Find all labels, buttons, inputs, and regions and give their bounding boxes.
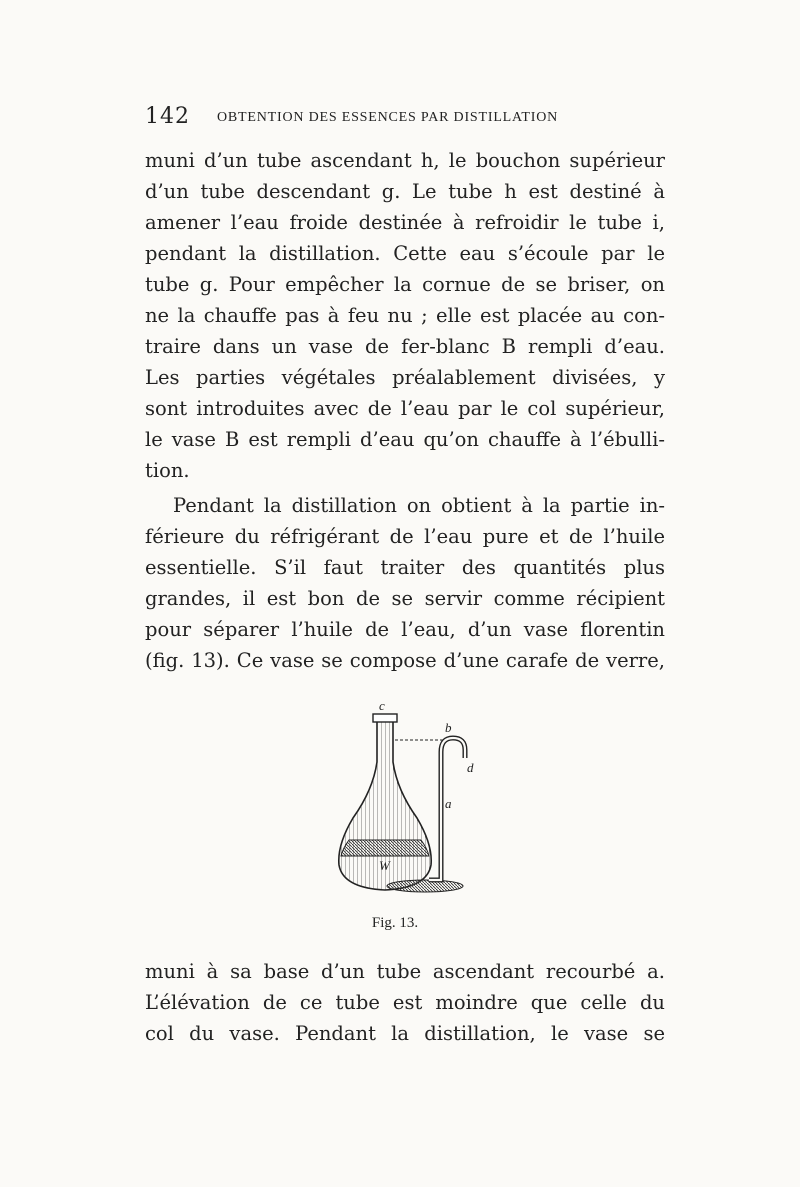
- text-line: amener l’eau froide destinée à refroidir le tube i,: [145, 211, 665, 234]
- figure-caption: Fig. 13.: [371, 915, 419, 931]
- text-line: le vase B est rempli d’eau qu’on chauffe à l’ébulli-: [145, 428, 665, 451]
- text-line: muni d’un tube ascendant h, le bouchon supérieur: [145, 149, 665, 172]
- text-line: grandes, il est bon de se servir comme récipient: [145, 587, 665, 610]
- text-line: (fig. 13). Ce vase se compose d’une carafe de verre,: [145, 649, 665, 672]
- text-line: essentielle. S’il faut traiter des quantités plus: [145, 556, 665, 579]
- text-line: L’élévation de ce tube est moindre que celle du: [145, 991, 665, 1014]
- page-header: [145, 104, 665, 134]
- text-line: sont introduites avec de l’eau par le col supérieur,: [145, 397, 665, 420]
- text-line: d’un tube descendant g. Le tube h est destiné à: [145, 180, 665, 203]
- label-a: a: [445, 796, 452, 811]
- text-line: pendant la distillation. Cette eau s’écoule par le: [145, 242, 665, 265]
- page-number: 142: [145, 104, 190, 129]
- text-line: traire dans un vase de fer-blanc B rempli d’eau.: [145, 335, 665, 358]
- label-w: W: [379, 858, 390, 873]
- label-d: d: [467, 760, 474, 775]
- florentine-vase-illustration: [325, 700, 505, 900]
- text-line: col du vase. Pendant la distillation, le vase se: [145, 1022, 665, 1045]
- text-line: pour séparer l’huile de l’eau, d’un vase florentin: [145, 618, 665, 641]
- label-c: c: [379, 700, 385, 713]
- paragraph-1: [145, 145, 665, 486]
- paragraph-3: [145, 956, 665, 1049]
- text-line: férieure du réfrigérant de l’eau pure et de l’huile: [145, 525, 665, 548]
- label-b: b: [445, 720, 452, 735]
- text-line: Pendant la distillation on obtient à la partie in-: [173, 494, 665, 517]
- text-line: tube g. Pour empêcher la cornue de se briser, on: [145, 273, 665, 296]
- text-line: tion.: [145, 459, 190, 482]
- running-head: OBTENTION DES ESSENCES PAR DISTILLATION: [217, 110, 559, 125]
- text-line: ne la chauffe pas à feu nu ; elle est placée au con-: [145, 304, 665, 327]
- text-line: muni à sa base d’un tube ascendant recourbé a.: [145, 960, 665, 983]
- text-line: Les parties végétales préalablement divisées, y: [145, 366, 665, 389]
- paragraph-2: [145, 490, 665, 676]
